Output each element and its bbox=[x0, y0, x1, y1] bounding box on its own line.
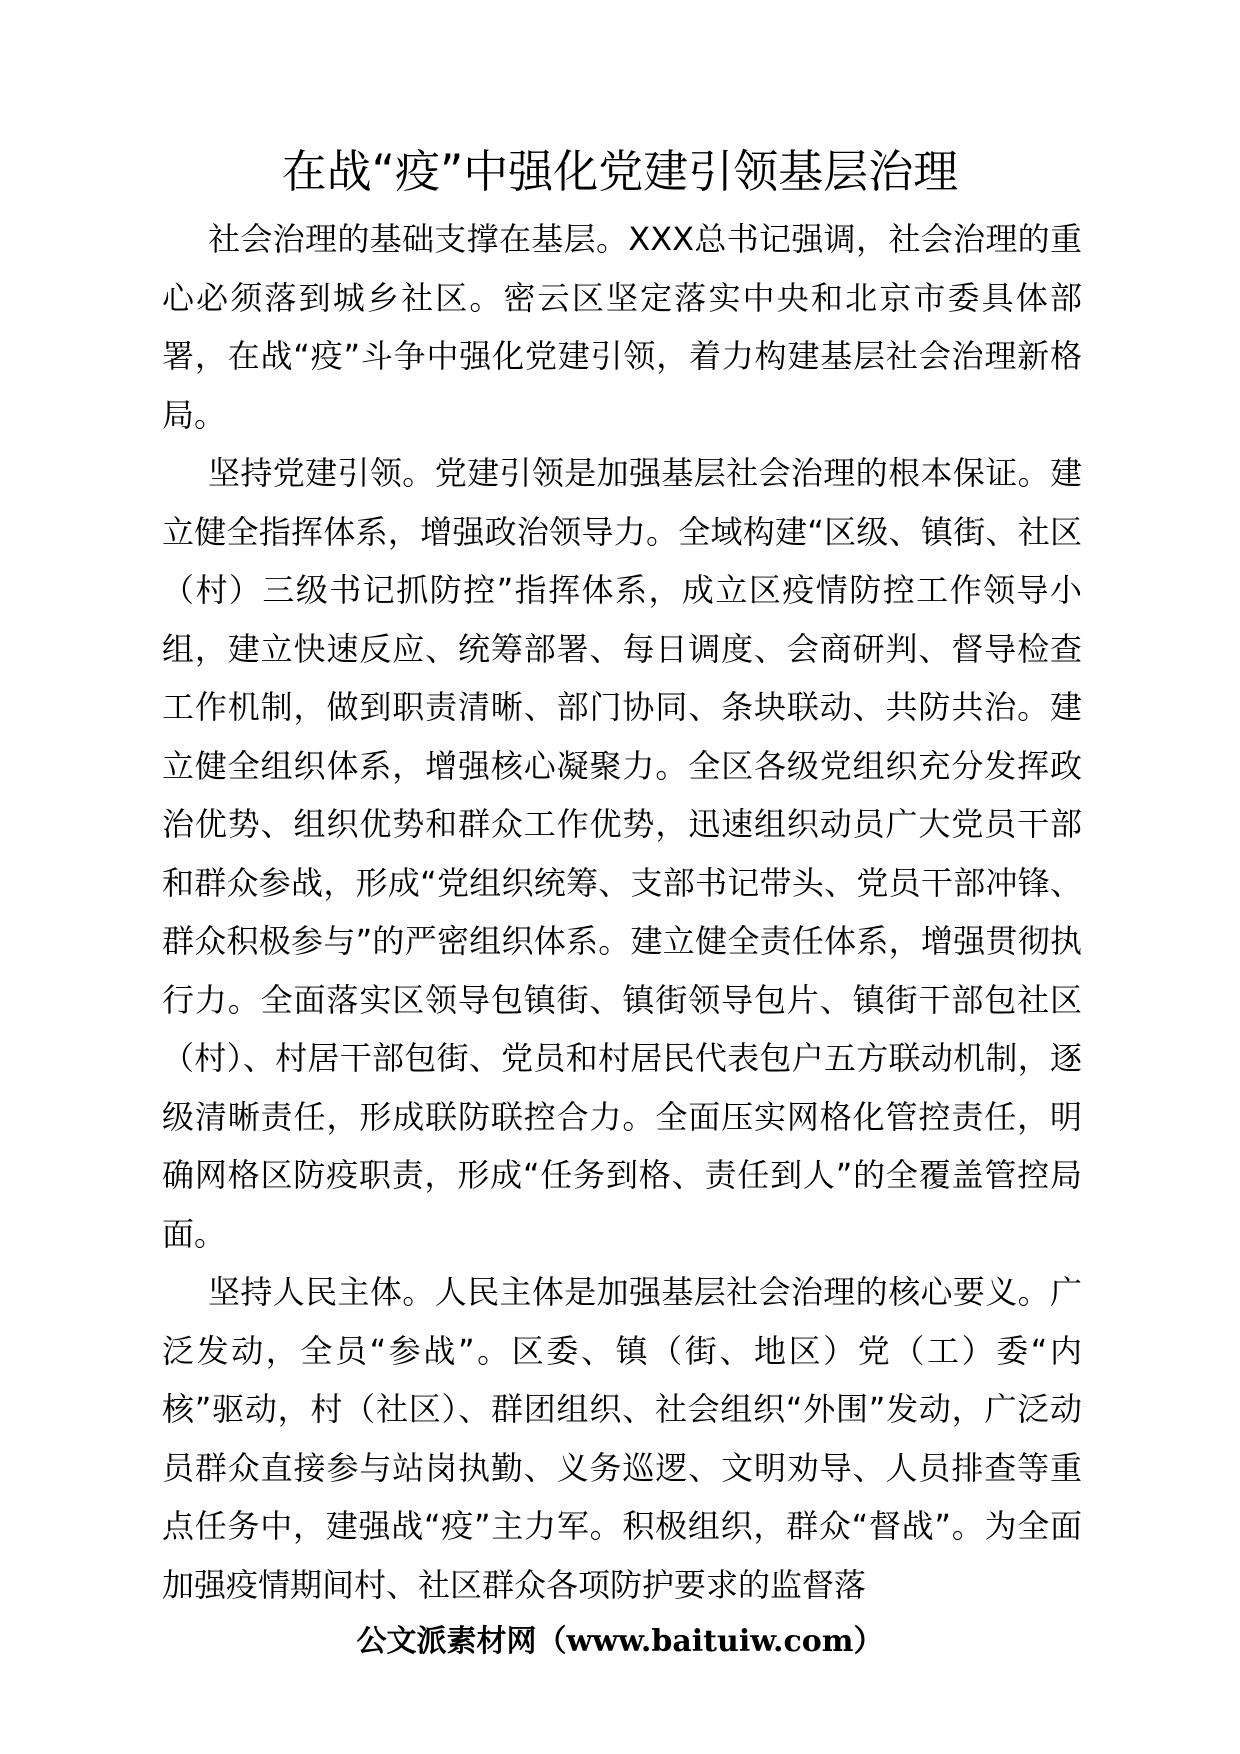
paragraph-intro: 社会治理的基础支撑在基层。XXX总书记强调，社会治理的重心必须落到城乡社区。密云区坚定落实中央和北京市委具体部署，在战“疫”斗争中强化党建引领，着力构建基层社会治理新格局。 bbox=[162, 220, 1082, 434]
document-body bbox=[162, 210, 1082, 1614]
paragraph-party-leadership: 坚持党建引领。党建引领是加强基层社会治理的根本保证。建立健全指挥体系，增强政治领导力。全域构建“区级、镇街、社区（村）三级书记抓防控”指挥体系，成立区疫情防控工作领导小组，建立快速反应、统筹部署、每日调度、会商研判、督导检查工作机制，做到职责清晰、部门协同、条块联动、共防共治。建立健全组织体系，增强核心凝聚力。全区各级党组织充分发挥政治优势、组织优势和群众工作优势，迅速组织动员广大党员干部和群众参战，形成“党组织统筹、支部书记带头、党员干部冲锋、群众积极参与”的严密组织体系。建立健全责任体系，增强贯彻执行力。全面落实区领导包镇街、镇街领导包片、镇街干部包社区（村）、村居干部包街、党员和村居民代表包户五方联动机制，逐级清晰责任，形成联防联控合力。全面压实网格化管控责任，明确网格区防疫职责，形成“任务到格、责任到人”的全覆盖管控局面。 bbox=[162, 454, 1082, 1253]
watermark-footer: 公文派素材网（www.baituiw.com） bbox=[356, 1624, 884, 1659]
paragraph-people-subject: 坚持人民主体。人民主体是加强基层社会治理的核心要义。广泛发动，全员“参战”。区委、镇（街、地区）党（工）委“内核”驱动，村（社区）、群团组织、社会组织“外围”发动，广泛动员群众直接参与站岗执勤、义务巡逻、文明劝导、人员排查等重点任务中，建强战“疫”主力军。积极组织，群众“督战”。为全面加强疫情期间村、社区群众各项防护要求的监督落 bbox=[162, 1273, 1082, 1604]
document-title: 在战“疫”中强化党建引领基层治理 bbox=[281, 145, 959, 198]
